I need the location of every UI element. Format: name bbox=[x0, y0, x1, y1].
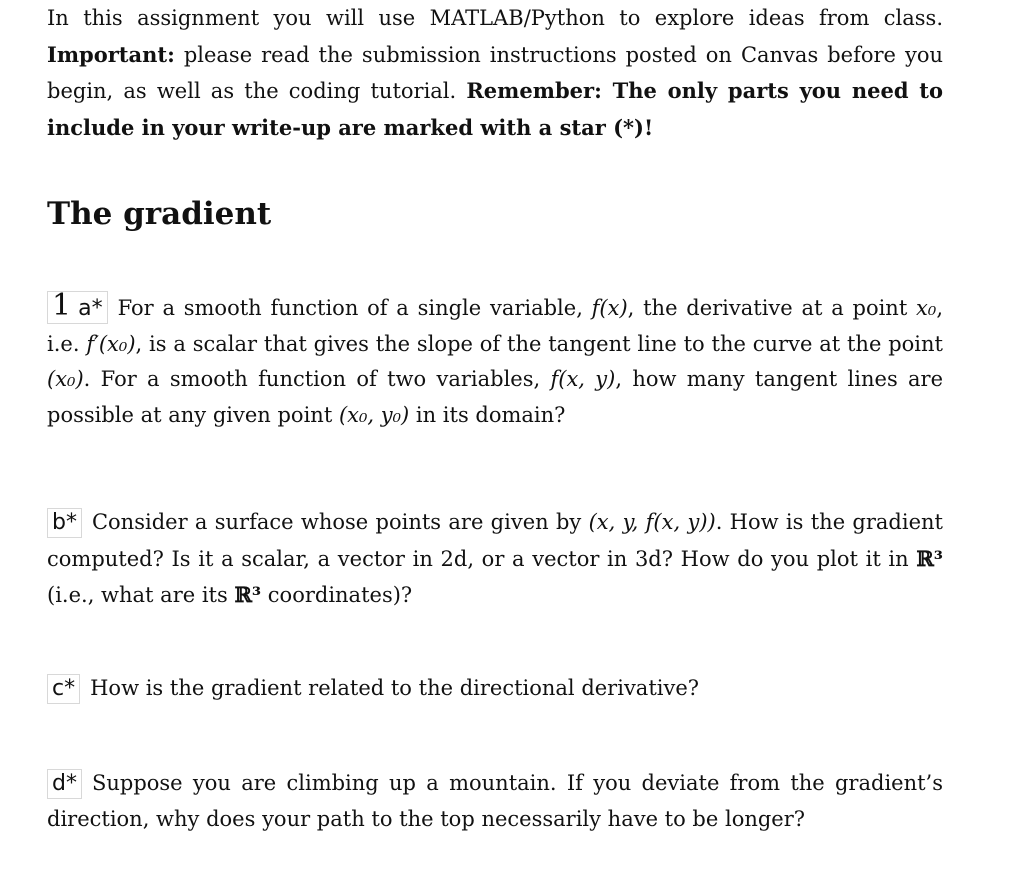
q1b-text-4: coordinates)? bbox=[261, 583, 413, 607]
q1a-text-2: , the derivative at a point bbox=[627, 296, 917, 320]
q1b-r3-2: ℝ³ bbox=[234, 582, 262, 607]
q1d-text: Suppose you are climbing up a mountain. If you deviate from the gradient’s direction, why does your path to the top necessarily have to be longer? bbox=[47, 771, 943, 831]
question-label-1a bbox=[47, 288, 108, 324]
intro-remember: Remember: The only parts you need to include in your write-up are marked with a star (*)! bbox=[47, 78, 943, 140]
q1b-r3-1: ℝ³ bbox=[916, 545, 943, 571]
q1c-text: How is the gradient related to the directional derivative? bbox=[90, 676, 700, 700]
question-1c bbox=[47, 671, 943, 707]
intro-text-1: In this assignment you will use MATLAB/Python to explore ideas from class. bbox=[47, 6, 943, 30]
question-label-1c: c* bbox=[47, 674, 80, 704]
question-label-1d: d* bbox=[47, 769, 82, 799]
q1a-text-3: , i.e. bbox=[47, 296, 943, 356]
q1a-math-4: (x₀) bbox=[47, 367, 84, 391]
q1b-text-2: . How is the gradient computed? Is it a scalar, a vector in 2d, or a vector in 3d? How do you plot it in bbox=[47, 510, 943, 571]
q1a-math-3: f′(x₀) bbox=[86, 331, 136, 356]
question-part-label: a* bbox=[78, 296, 103, 321]
question-1b bbox=[47, 505, 943, 614]
question-1a bbox=[47, 288, 944, 433]
intro-paragraph bbox=[47, 1, 943, 146]
question-number: 1 bbox=[52, 288, 72, 323]
q1a-text-1: For a smooth function of a single variable, bbox=[117, 296, 592, 320]
question-label-1b: b* bbox=[47, 508, 82, 538]
q1a-text-4: , is a scalar that gives the slope of the tangent line to the curve at the point bbox=[135, 331, 943, 356]
q1a-math-2: x₀ bbox=[916, 296, 937, 320]
q1b-text-1: Consider a surface whose points are given by bbox=[91, 510, 589, 534]
q1a-math-1: f(x) bbox=[591, 296, 628, 320]
q1a-text-7: in its domain? bbox=[409, 402, 566, 427]
q1b-math-1: (x, y, f(x, y)) bbox=[588, 510, 716, 534]
q1a-text-6: , how many tangent lines are possible at any given point bbox=[47, 367, 944, 427]
q1b-text-3: (i.e., what are its bbox=[47, 583, 235, 607]
q1a-text-5: . For a smooth function of two variables, bbox=[83, 367, 551, 391]
section-title: The gradient bbox=[47, 196, 272, 232]
question-1d bbox=[47, 766, 943, 837]
q1a-math-5: f(x, y) bbox=[550, 367, 616, 391]
intro-text-2: please read the submission instructions posted on Canvas before you begin, as well as the coding tutorial. bbox=[47, 42, 943, 103]
q1a-math-6: (x₀, y₀) bbox=[338, 402, 410, 427]
intro-important: Important: bbox=[47, 41, 175, 67]
